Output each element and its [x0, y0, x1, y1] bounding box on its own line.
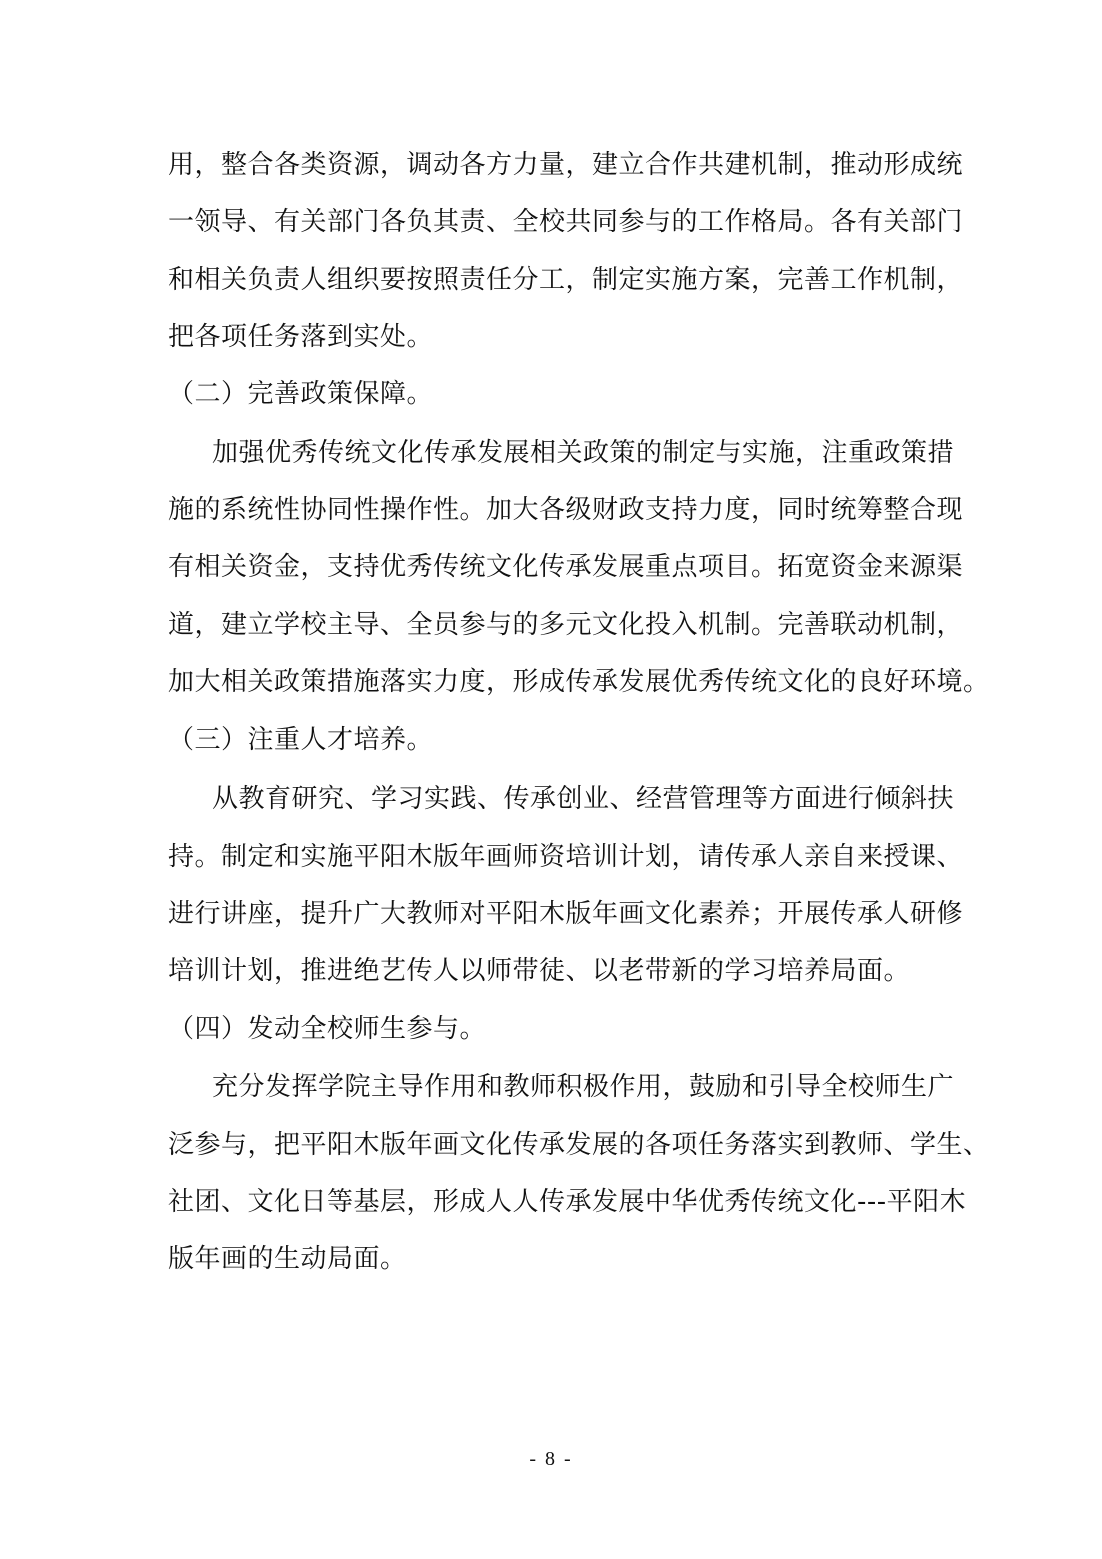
paragraph-line: 社团、文化日等基层，形成人人传承发展中华优秀传统文化---平阳木	[168, 1187, 967, 1217]
paragraph-line: 充分发挥学院主导作用和教师积极作用，鼓励和引导全校师生广	[212, 1072, 955, 1102]
paragraph-line: 从教育研究、学习实践、传承创业、经营管理等方面进行倾斜扶	[212, 784, 955, 814]
page-number: - 8 -	[529, 1448, 573, 1470]
paragraph-line: 培训计划，推进绝艺传人以师带徒、以老带新的学习培养局面。	[168, 956, 911, 986]
paragraph-line: 把各项任务落到实处。	[168, 322, 434, 352]
paragraph-line: 进行讲座，提升广大教师对平阳木版年画文化素养；开展传承人研修	[168, 899, 964, 929]
paragraph-line: 加大相关政策措施落实力度，形成传承发展优秀传统文化的良好环境。	[168, 667, 990, 697]
paragraph-line: 版年画的生动局面。	[168, 1244, 407, 1274]
paragraph-line: 道，建立学校主导、全员参与的多元文化投入机制。完善联动机制，	[168, 610, 964, 640]
section-heading-2: （二）完善政策保障。	[168, 379, 434, 409]
paragraph-line: 用，整合各类资源，调动各方力量，建立合作共建机制，推动形成统	[168, 150, 964, 180]
section-heading-3: （三）注重人才培养。	[168, 725, 434, 755]
section-heading-4: （四）发动全校师生参与。	[168, 1014, 487, 1044]
paragraph-line: 一领导、有关部门各负其责、全校共同参与的工作格局。各有关部门	[168, 207, 964, 237]
paragraph-line: 泛参与，把平阳木版年画文化传承发展的各项任务落实到教师、学生、	[168, 1130, 990, 1160]
paragraph-line: 和相关负责人组织要按照责任分工，制定实施方案，完善工作机制，	[168, 265, 964, 295]
paragraph-line: 加强优秀传统文化传承发展相关政策的制定与实施，注重政策措	[212, 438, 955, 468]
paragraph-line: 有相关资金，支持优秀传统文化传承发展重点项目。拓宽资金来源渠	[168, 552, 964, 582]
paragraph-line: 持。制定和实施平阳木版年画师资培训计划，请传承人亲自来授课、	[168, 842, 964, 872]
paragraph-line: 施的系统性协同性操作性。加大各级财政支持力度，同时统筹整合现	[168, 495, 964, 525]
